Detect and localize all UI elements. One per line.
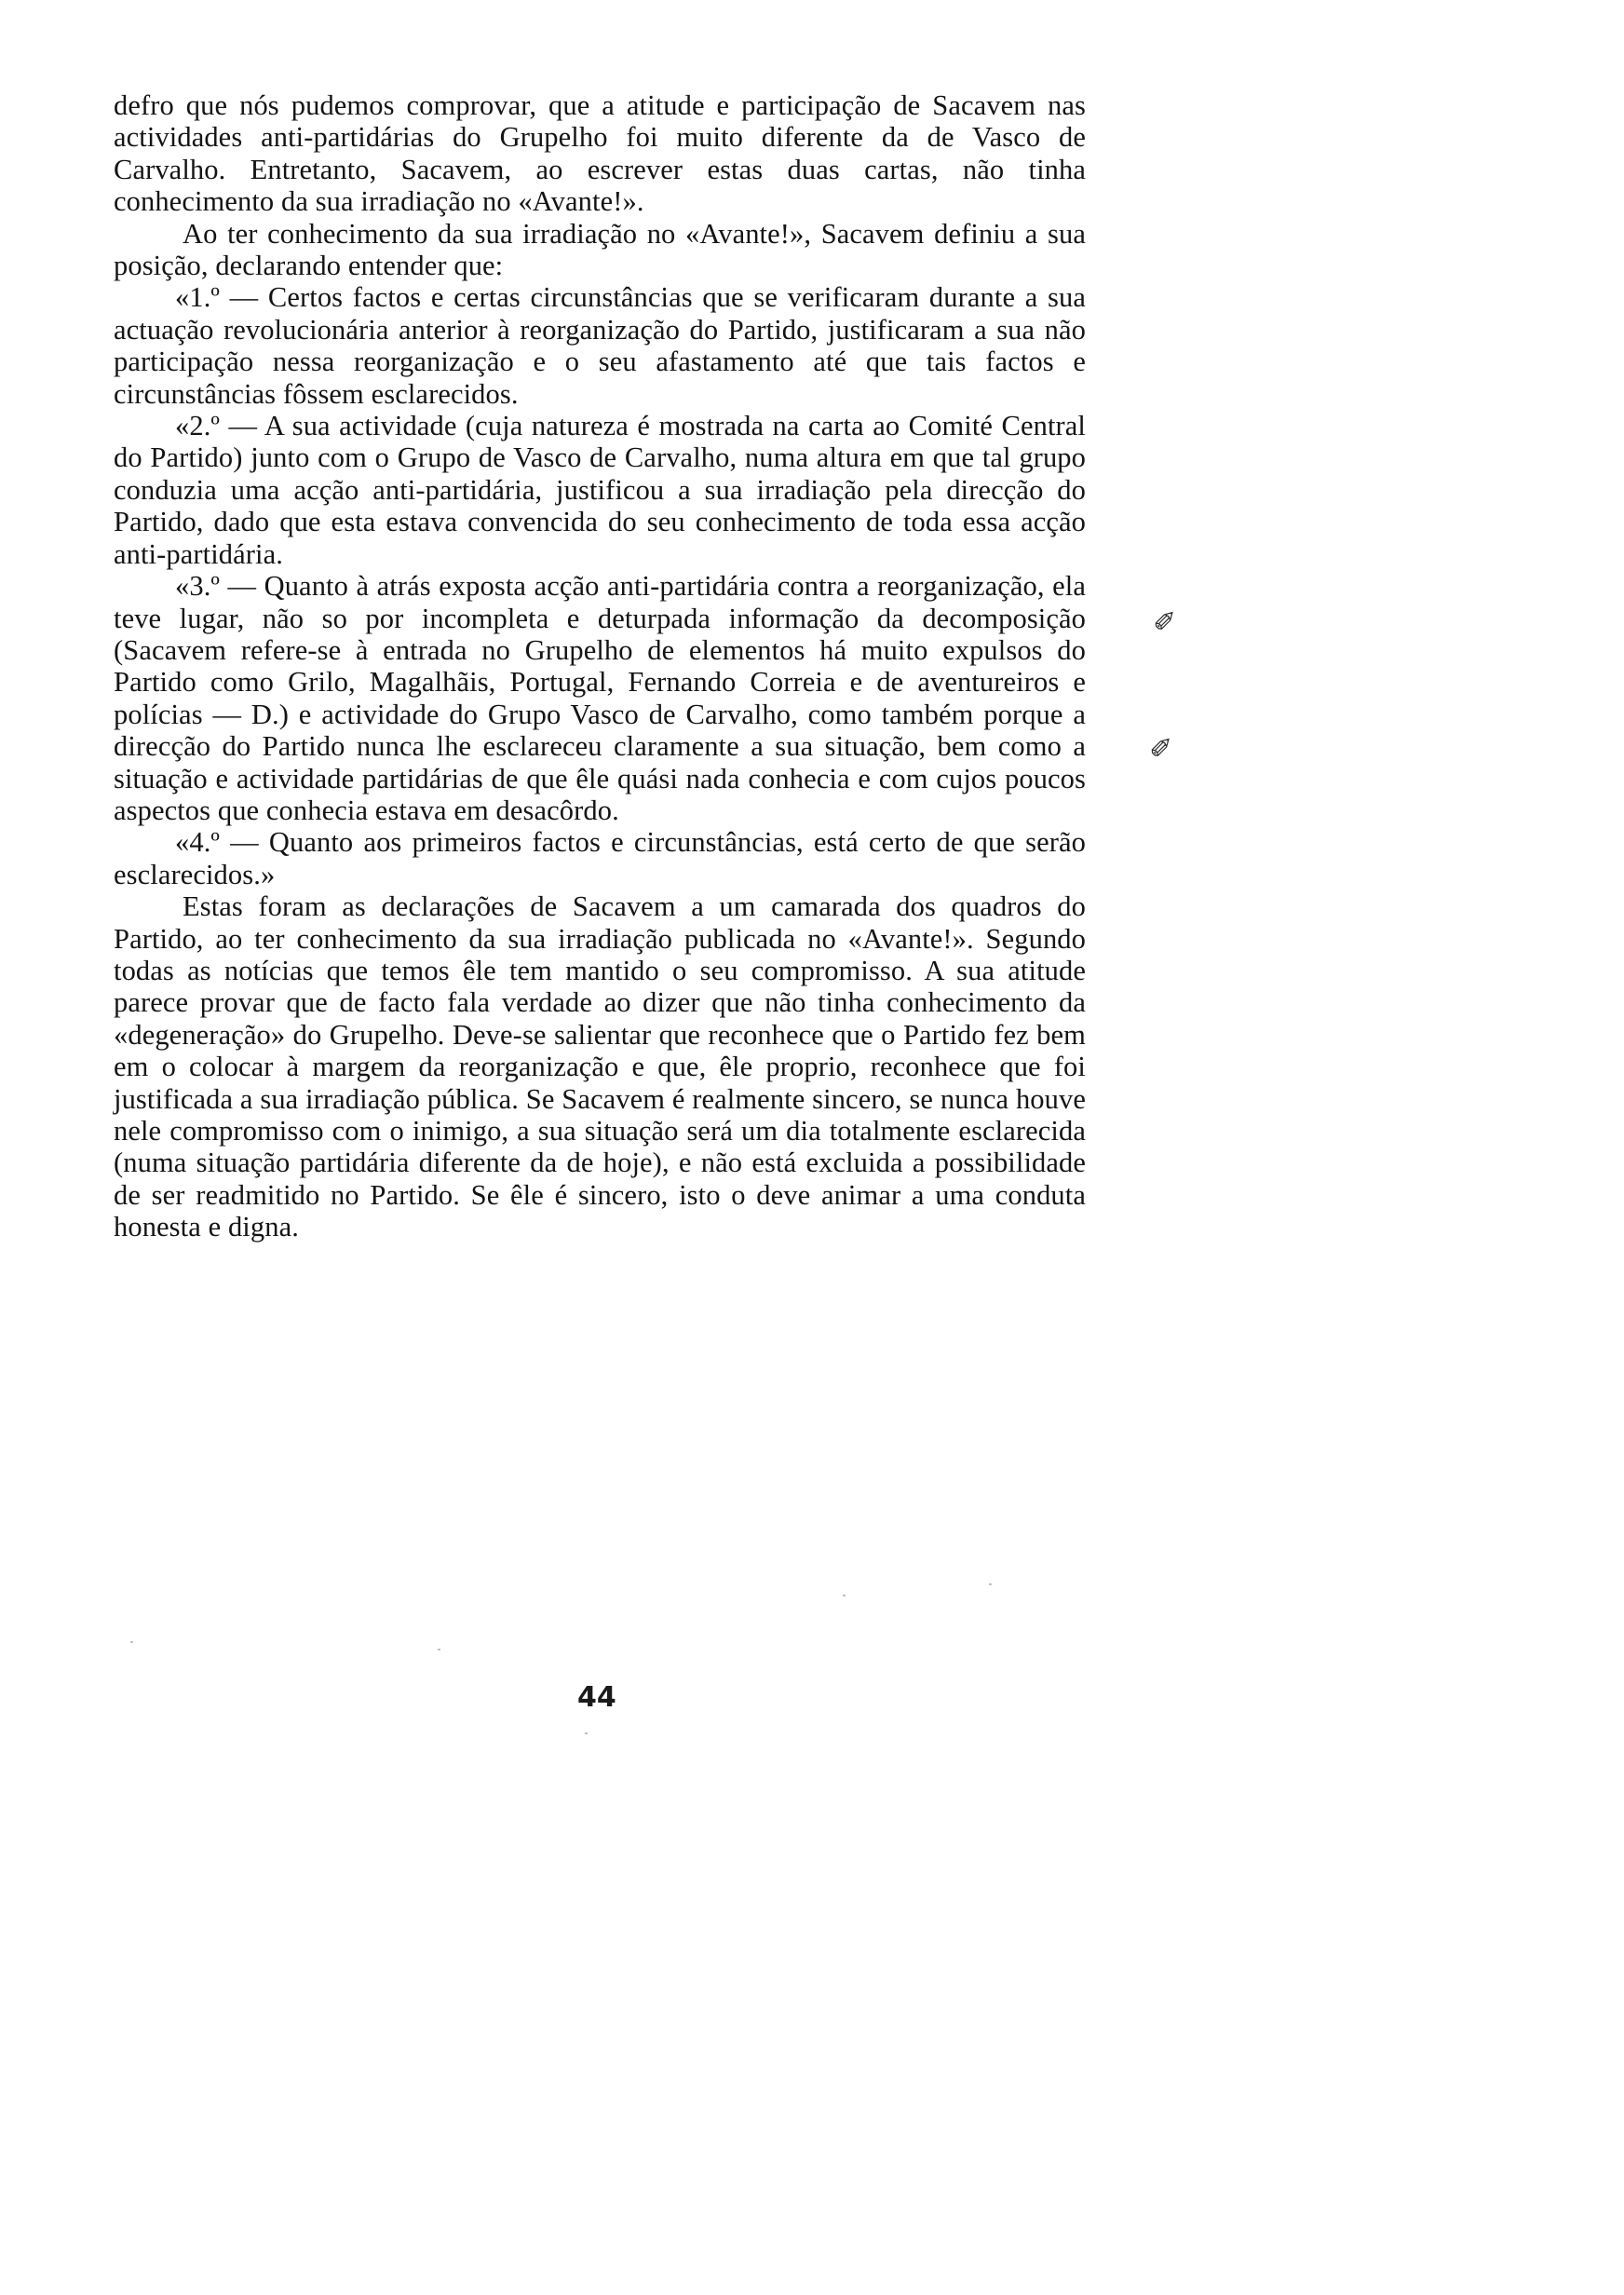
declaration-item-3: «3.º — Quanto à atrás exposta acção anti-partidária contra a reorganização, ela teve lugar, não so por incompleta e deturpada informação da decomposição (Sacavem refere-se à entrada no Grupelho de elementos há muito expulsos do Partido como Grilo, Magalhãis, Portugal, Fernando Correia e de aventureiros e polícias — D.) e actividade do Grupo Vasco de Carvalho, como também porque a direcção do Partido nunca lhe esclareceu claramente a sua situação, bem como a situação e actividade partidárias de que êle quási nada conhecia e com cujos poucos aspectos que conhecia estava em desacôrdo. bbox=[114, 570, 1086, 826]
body-text bbox=[114, 89, 1086, 1243]
declaration-item-4: «4.º — Quanto aos primeiros factos e circunstâncias, está certo de que serão esclarecidos.» bbox=[114, 826, 1086, 890]
scan-speck bbox=[989, 1583, 992, 1585]
scan-speck bbox=[130, 1641, 133, 1643]
scan-speck bbox=[585, 1732, 588, 1734]
margin-annotation-mark-icon: ✐ bbox=[1149, 733, 1173, 766]
scan-speck bbox=[843, 1595, 846, 1596]
page-number: 44 bbox=[577, 1681, 616, 1714]
declaration-item-1: «1.º — Certos factos e certas circunstâncias que se verificaram durante a sua actuação revolucionária anterior à reorganização do Partido, justificaram a sua não participação nessa reorganização e o seu afastamento até que tais factos e circunstâncias fôssem esclarecidos. bbox=[114, 281, 1086, 410]
declaration-item-2: «2.º — A sua actividade (cuja natureza é mostrada na carta ao Comité Central do Partido) junto com o Grupo de Vasco de Carvalho, numa altura em que tal grupo conduzia uma acção anti-partidária, justificou a sua irradiação pela direcção do Partido, dado que esta estava convencida do seu conhecimento de toda essa acção anti-partidária. bbox=[114, 410, 1086, 570]
paragraph-conclusion: Estas foram as declarações de Sacavem a um camarada dos quadros do Partido, ao ter conhecimento da sua irradiação publicada no «Avante!». Segundo todas as notícias que temos êle tem mantido o seu compromisso. A sua atitude parece provar que de facto fala verdade ao dizer que não tinha conhecimento da «degeneração» do Grupelho. Deve-se salientar que reconhece que o Partido fez bem em o colocar à margem da reorganização e que, êle proprio, reconhece que foi justificada a sua irradiação pública. Se Sacavem é realmente sincero, se nunca houve nele compromisso com o inimigo, a sua situação será um dia totalmente esclarecida (numa situação partidária diferente da de hoje), e não está excluida a possibilidade de ser readmitido no Partido. Se êle é sincero, isto o deve animar a uma conduta honesta e digna. bbox=[114, 890, 1086, 1243]
paragraph-continuation: defro que nós pudemos comprovar, que a atitude e participação de Sacavem nas actividades anti-partidárias do Grupelho foi muito diferente da de Vasco de Carvalho. Entretanto, Sacavem, ao escrever estas duas cartas, não tinha conhecimento da sua irradiação no «Avante!». bbox=[114, 89, 1086, 218]
margin-annotation-mark-icon: ✐ bbox=[1153, 606, 1177, 639]
paragraph-sacavem-position: Ao ter conhecimento da sua irradiação no «Avante!», Sacavem definiu a sua posição, declarando entender que: bbox=[114, 217, 1086, 282]
scan-speck bbox=[438, 1649, 440, 1650]
